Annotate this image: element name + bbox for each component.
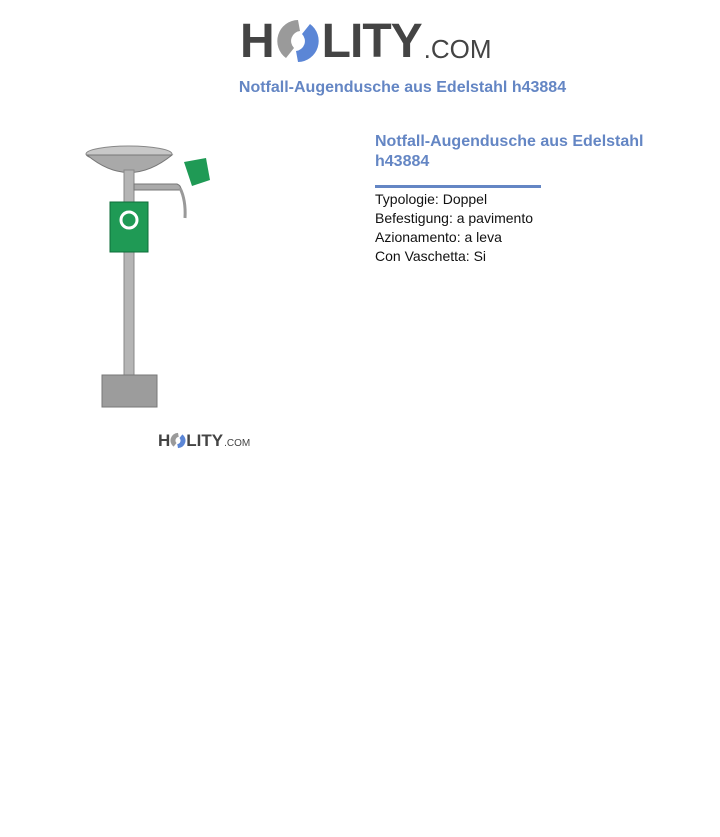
- watermark-text-h: H: [158, 431, 171, 450]
- logo-text-h: H: [240, 15, 274, 68]
- page-title: Notfall-Augendusche aus Edelstahl h43884: [238, 79, 567, 96]
- product-info: [375, 132, 675, 266]
- spec-befestigung: Befestigung: a pavimento: [375, 210, 533, 226]
- spec-vaschetta: Con Vaschetta: Si: [375, 248, 487, 264]
- eye-sign-icon: [184, 158, 210, 186]
- product-image: [82, 140, 222, 412]
- spec-azionamento: Azionamento: a leva: [375, 229, 502, 245]
- logo-text-com: .COM: [423, 34, 492, 64]
- product-title: Notfall-Augendusche aus Edelstahl h43884: [375, 133, 644, 170]
- logo-text-lity: LITY: [321, 15, 422, 68]
- watermark-text-lity: LITY: [186, 431, 224, 450]
- product-image-watermark-logo: [158, 432, 250, 449]
- watermark-text-com: .COM: [224, 438, 251, 449]
- title-divider: [375, 185, 541, 188]
- holity-logo[interactable]: [240, 12, 492, 66]
- spec-typologie: Typologie: Doppel: [375, 191, 488, 207]
- watermark-o-icon: [170, 432, 186, 449]
- logo-o-icon: [276, 18, 320, 64]
